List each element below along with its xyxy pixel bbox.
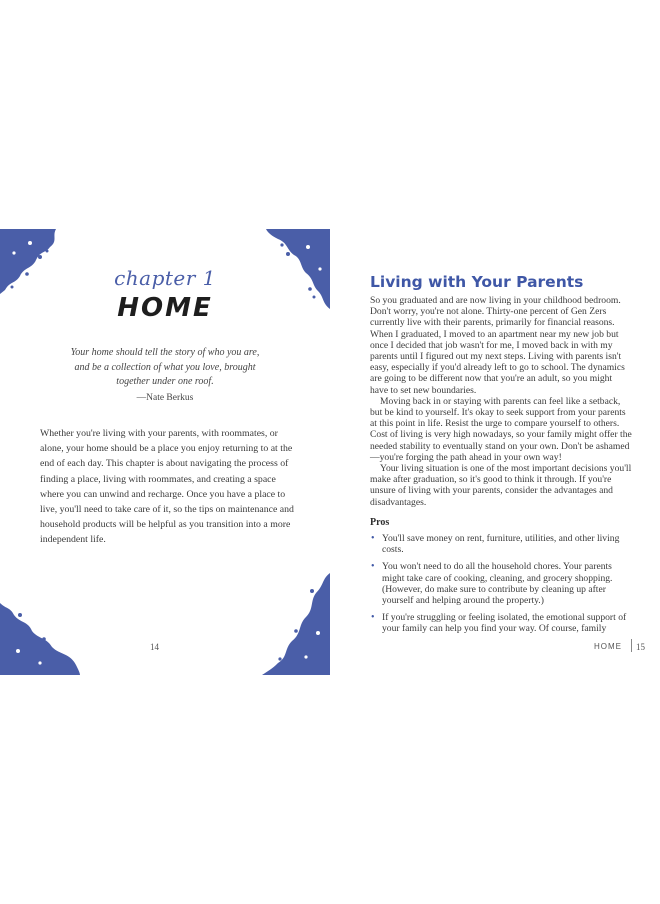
bullet-icon: • [371, 561, 375, 573]
pros-item-text: You won't need to do all the household chores. Your parents might take care of cooking, cleaning, and grocery shopping. (However, do make sure to contribute by cleaning up after yourself and helping around the property.) [382, 561, 613, 607]
paint-splash-bottom-right [262, 573, 330, 675]
epigraph-attribution: —Nate Berkus [136, 393, 194, 403]
pros-list-item [370, 533, 632, 555]
paint-splash-bottom-left [0, 603, 80, 675]
pros-item-text: You'll save money on rent, furniture, utilities, and other living costs. [382, 533, 620, 556]
section-body [370, 295, 632, 641]
epigraph-quote: Your home should tell the story of who you are, and be a collection of what you love, brought together under one roof. [70, 347, 260, 387]
chapter-intro-paragraph: Whether you're living with your parents, with roommates, or alone, your home should be a place you enjoy returning to at the end of each day. This chapter is about navigating the process of finding a place, living with roommates, and creating a space where you can unwind and recharge. Once you have a place to live, you'll need to take care of it, so the tips on maintenance and household products will be helpful as you transition into a more independent life. [40, 428, 294, 546]
pros-list-item [370, 612, 632, 634]
right-page [330, 229, 660, 675]
folio-divider [631, 639, 632, 652]
bullet-icon: • [371, 533, 375, 545]
pros-heading: Pros [370, 516, 390, 528]
body-paragraph: Your living situation is one of the most important decisions you'll make after graduation, so it's good to think it through. If you're unsure of living with your parents, consider the advantages and disadvantages. [370, 463, 632, 508]
pros-item-text: If you're struggling or feeling isolated, the emotional support of your family can help you find your way. Of course, family [382, 612, 627, 635]
left-page [0, 229, 330, 675]
pros-list [370, 533, 632, 635]
bullet-icon: • [371, 612, 375, 624]
book-spread [0, 229, 660, 675]
page-number-left: 14 [150, 642, 159, 652]
chapter-label: chapter 1 [114, 266, 216, 290]
chapter-title: HOME [117, 293, 213, 323]
body-paragraph: Moving back in or staying with parents can feel like a setback, but be kind to yourself. It's okay to seek support from your parents at this point in life. Resist the urge to compare yourself to others. Cost of living is very high nowadays, so your family might offer the needed stability to eventually stand on your own. Don't be ashamed—you're forging the path ahead in your own way! [370, 395, 632, 463]
section-title: Living with Your Parents [370, 273, 584, 291]
running-head: HOME [594, 642, 622, 651]
pros-list-item [370, 561, 632, 606]
body-paragraph: So you graduated and are now living in your childhood bedroom. Don't worry, you're not alone. Thirty-one percent of Gen Zers currently live with their parents, primarily for financial reasons. When I graduated, I moved to an apartment near my new job but once I decided that job wasn't for me, I moved back in with my parents until I figured out my next steps. Living with parents isn't easy, especially if you'd already left to go to school. The dynamics are going to be different now that you're an adult, so you might have to set new boundaries. [370, 295, 625, 396]
page-number-right: 15 [636, 642, 645, 652]
